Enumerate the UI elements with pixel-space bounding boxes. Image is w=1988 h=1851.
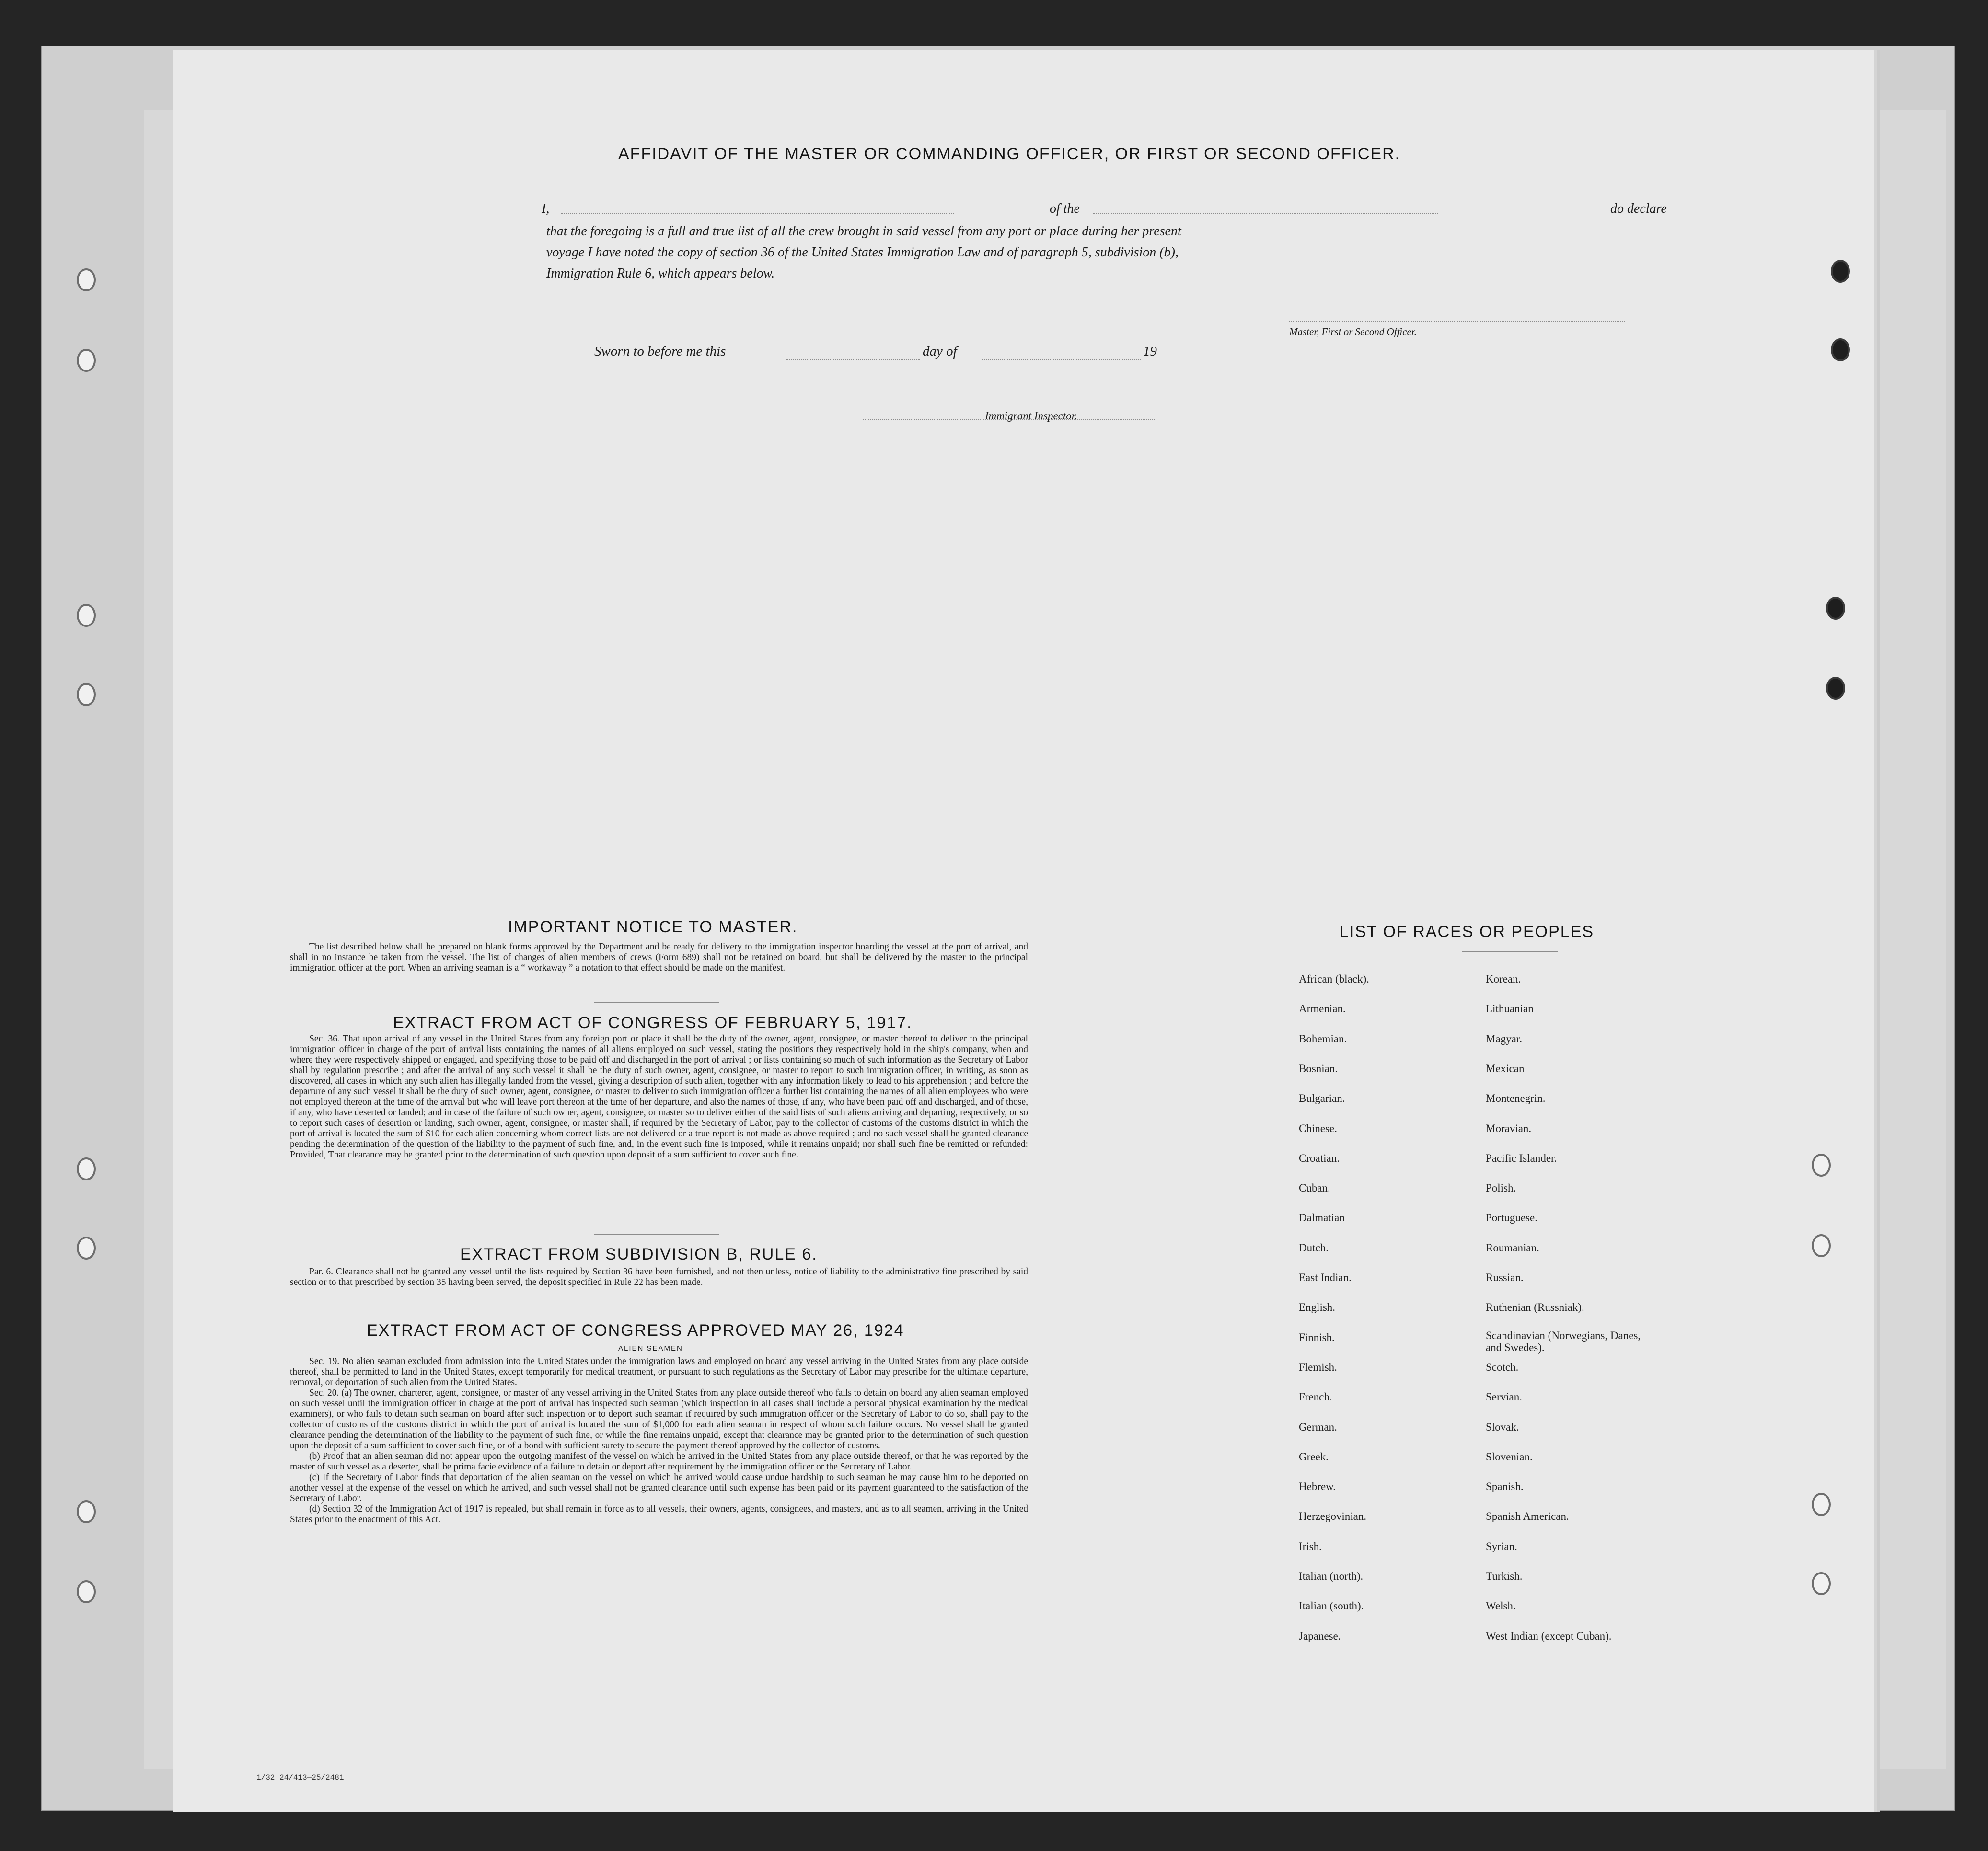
race-label: Montenegrin. xyxy=(1486,1092,1546,1105)
race-label: Scandinavian (Norwegians, Danes, and Swedes). xyxy=(1486,1329,1641,1354)
race-label: Bohemian. xyxy=(1299,1032,1347,1045)
race-label: Croatian. xyxy=(1299,1152,1340,1164)
race-label: Italian (north). xyxy=(1299,1570,1364,1582)
race-label: Hebrew. xyxy=(1299,1481,1336,1493)
binder-hole xyxy=(77,1580,96,1603)
race-item xyxy=(1486,1212,1537,1224)
section-divider xyxy=(594,1002,719,1003)
race-item xyxy=(1299,1003,1346,1015)
race-label: Flemish. xyxy=(1299,1361,1337,1373)
extract-rule6-body xyxy=(290,1267,1028,1288)
race-label: English. xyxy=(1299,1301,1336,1314)
race-label: Mexican xyxy=(1486,1062,1525,1075)
race-label: Lithuanian xyxy=(1486,1003,1534,1015)
sworn-label: Sworn to before me this xyxy=(594,344,726,359)
sworn-day-blank xyxy=(786,359,920,360)
race-label: Irish. xyxy=(1299,1540,1322,1552)
notice-title: IMPORTANT NOTICE TO MASTER. xyxy=(508,918,798,936)
race-item xyxy=(1299,1600,1364,1612)
race-label: African (black). xyxy=(1299,973,1369,985)
race-item xyxy=(1486,1540,1517,1553)
race-label: Greek. xyxy=(1299,1450,1329,1463)
extract-1917-title: EXTRACT FROM ACT OF CONGRESS OF FEBRUARY 5, 1917. xyxy=(393,1014,913,1032)
race-label: Korean. xyxy=(1486,973,1521,985)
rule-6-paragraph: Par. 6. Clearance shall not be granted any vessel until the lists required by Section 36 have been furnished, and not then unless, notice of liability to the administrative fine prescribed by said section or to that prescribed by section 35 having been served, the deposit specified in Rule 22 has been made. xyxy=(290,1267,1028,1287)
extract-rule6-title: EXTRACT FROM SUBDIVISION B, RULE 6. xyxy=(460,1245,818,1263)
race-label: Armenian. xyxy=(1299,1003,1346,1015)
race-item xyxy=(1299,1361,1337,1374)
race-item xyxy=(1299,1092,1345,1105)
race-label: Polish. xyxy=(1486,1182,1516,1194)
race-label: East Indian. xyxy=(1299,1272,1352,1284)
section-36-paragraph: Sec. 36. That upon arrival of any vessel in the United States from any foreign port or place it shall be the duty of the owner, agent, consignee, or master thereof to deliver to the principal immigration officer in charge of the port of arrival lists containing the names of all aliens employed on such vessel, stating the positions they respectively hold in the ship's company, when and where they were respectively shipped or engaged, and specifying those to be paid off and discharged in the port of arrival ; or lists containing so much of such information as the Secretary of Labor shall by regulation prescribe ; and after the arrival of any such vessel it shall be the duty of such owner, agent, consignee, or master to report to such immigration officer, in writing, as soon as discovered, all cases in which any such alien has illegally landed from the vessel, giving a description of such alien, together with any information likely to lead to his apprehension ; and before the departure of any such vessel it shall be the duty of such owner, agent, consignee, or master to deliver to such immigration officer a further list containing the names of all alien employees who were not employed thereon at the time of the arrival but who will leave port thereon at the time of her departure, and also the names of those, if any, who have been paid off and discharged, and of those, if any, who have deserted or landed; and in case of the failure of such owner, agent, consignee, or master so to deliver either of the said lists of such aliens arriving and departing, respectively, or so to report such cases of desertion or landing, such owner, agent, consignee, or master shall, if required by the Secretary of Labor, pay to the collector of customs of the customs district in which the port of arrival is located the sum of $10 for each alien concerning whom correct lists are not delivered or a true report is not made as above required ; and no such vessel shall be granted clearance pending the determination of the question of the liability to the payment of such fine, and, in the event such fine is imposed, while it remains unpaid; nor shall such fine be remitted or refunded: Provided, That clearance may be granted prior to the determination of such question upon deposit of a sum sufficient to cover such fine. xyxy=(290,1034,1028,1160)
binder-hole xyxy=(77,1500,96,1523)
race-label: Cuban. xyxy=(1299,1182,1330,1194)
race-label: Bosnian. xyxy=(1299,1062,1338,1075)
binder-hole xyxy=(77,1157,96,1180)
race-item xyxy=(1486,1510,1569,1523)
affidavit-line-3: voyage I have noted the copy of section 36 of the United States Immigration Law and of paragraph 5, subdivision (b), xyxy=(546,245,1179,260)
binder-hole xyxy=(1812,1572,1831,1595)
binder-hole xyxy=(1826,597,1845,620)
race-label: Turkish. xyxy=(1486,1570,1523,1582)
binder-hole xyxy=(77,604,96,627)
races-title: LIST OF RACES OR PEOPLES xyxy=(1340,923,1595,941)
binder-hole xyxy=(77,1237,96,1260)
day-of-label: day of xyxy=(923,344,957,359)
binder-hole xyxy=(1812,1234,1831,1257)
extract-1924-subtitle: ALIEN SEAMEN xyxy=(618,1344,683,1353)
extract-1924-title: EXTRACT FROM ACT OF CONGRESS APPROVED MAY 26, 1924 xyxy=(367,1321,904,1340)
binder-hole xyxy=(77,683,96,706)
race-item xyxy=(1486,1600,1516,1612)
race-label: Dalmatian xyxy=(1299,1212,1345,1224)
race-item xyxy=(1299,1630,1341,1643)
race-item xyxy=(1486,1033,1522,1045)
race-item xyxy=(1486,1152,1557,1165)
race-item xyxy=(1486,1451,1533,1463)
race-label: Magyar. xyxy=(1486,1032,1523,1045)
race-label: Chinese. xyxy=(1299,1122,1337,1134)
section-20c-paragraph: (c) If the Secretary of Labor finds that deportation of the alien seaman on the vessel on which he arrived would cause undue hardship to such seaman he may cause him to be deported on another vessel at the expense of the vessel on which he arrived, and such vessel shall not be granted clearance until such expense has been paid or its payment guaranteed to the satisfaction of the Secretary of Labor. xyxy=(290,1472,1028,1504)
race-item xyxy=(1299,1272,1352,1284)
races-title-underline xyxy=(1462,951,1558,952)
extract-1917-body xyxy=(290,1034,1028,1160)
race-label: Moravian. xyxy=(1486,1122,1532,1134)
race-item xyxy=(1299,1242,1329,1254)
race-label: Herzegovinian. xyxy=(1299,1510,1367,1523)
race-label: Japanese. xyxy=(1299,1630,1341,1642)
race-item xyxy=(1299,1451,1329,1463)
race-item xyxy=(1299,1331,1335,1344)
race-item xyxy=(1486,1630,1612,1643)
race-label: Roumanian. xyxy=(1486,1241,1539,1254)
affidavit-title: AFFIDAVIT OF THE MASTER OR COMMANDING OFFICER, OR FIRST OR SECOND OFFICER. xyxy=(618,145,1401,163)
master-signature-label: Master, First or Second Officer. xyxy=(1289,326,1417,337)
race-item xyxy=(1486,1122,1531,1135)
race-item xyxy=(1299,1063,1338,1075)
inspector-label: Immigrant Inspector. xyxy=(985,410,1077,422)
race-item xyxy=(1486,1421,1519,1434)
race-label: Portuguese. xyxy=(1486,1212,1537,1224)
race-item xyxy=(1486,1092,1546,1105)
race-label: German. xyxy=(1299,1421,1337,1433)
race-label: Spanish American. xyxy=(1486,1510,1569,1523)
race-item xyxy=(1486,1361,1518,1374)
binder-hole xyxy=(1831,338,1850,361)
race-item xyxy=(1486,1331,1649,1354)
race-item xyxy=(1486,1570,1523,1583)
race-item xyxy=(1299,1391,1332,1403)
sworn-month-blank xyxy=(982,359,1141,360)
race-item xyxy=(1486,1063,1524,1075)
race-label: Ruthenian (Russniak). xyxy=(1486,1301,1584,1314)
race-item xyxy=(1299,1481,1336,1493)
affidavit-i-label: I, xyxy=(542,201,550,216)
document-page xyxy=(173,50,1874,1812)
section-divider xyxy=(594,1234,719,1235)
race-label: Spanish. xyxy=(1486,1481,1524,1493)
race-item xyxy=(1486,1182,1516,1194)
race-item xyxy=(1299,1033,1347,1045)
race-item xyxy=(1486,1272,1524,1284)
race-label: Dutch. xyxy=(1299,1241,1329,1254)
master-signature-line xyxy=(1289,321,1625,322)
race-label: Syrian. xyxy=(1486,1540,1517,1552)
race-item xyxy=(1486,1242,1539,1254)
race-item xyxy=(1299,1212,1345,1224)
binder-hole xyxy=(77,268,96,291)
race-item xyxy=(1486,1301,1584,1314)
affidavit-line-4: Immigration Rule 6, which appears below. xyxy=(546,266,775,281)
section-19-paragraph: Sec. 19. No alien seaman excluded from admission into the United States under the immigration laws and employed on board any vessel arriving in the United States from any place outside thereof, shall be permitted to land in the United States, except temporarily for medical treatment, or pursuant to such regulations as the Secretary of Labor may prescribe for the ultimate departure, removal, or deportation of such alien from the United States. xyxy=(290,1356,1028,1388)
name-blank xyxy=(561,213,954,214)
race-label: Russian. xyxy=(1486,1272,1524,1284)
notice-body xyxy=(290,942,1028,973)
race-item xyxy=(1299,1122,1337,1135)
race-item xyxy=(1299,1570,1363,1583)
race-item xyxy=(1299,1182,1330,1194)
race-label: French. xyxy=(1299,1391,1332,1403)
notice-paragraph: The list described below shall be prepared on blank forms approved by the Department and be ready for delivery to the immigration inspector boarding the vessel at the port of arrival, and shall in no instance be taken from the vessel. The list of changes of alien members of crews (Form 689) shall not be retained on board, but shall be delivered by the master to the principal immigration officer at the port. When an arriving seaman is a “ workaway ” a notation to that effect should be made on the manifest. xyxy=(290,942,1028,973)
race-label: Finnish. xyxy=(1299,1331,1335,1343)
vessel-blank xyxy=(1093,213,1438,214)
race-label: Servian. xyxy=(1486,1391,1523,1403)
binder-hole xyxy=(1826,677,1845,700)
affidavit-line-2: that the foregoing is a full and true list of all the crew brought in said vessel from any port or place during her present xyxy=(546,224,1181,239)
affidavit-of-the-label: of the xyxy=(1050,201,1080,216)
race-label: Welsh. xyxy=(1486,1600,1516,1612)
race-item xyxy=(1486,1391,1522,1403)
section-20b-paragraph: (b) Proof that an alien seaman did not appear upon the outgoing manifest of the vessel on which he arrived in the United States from any place outside thereof, or that he was reported by the master of such vessel as a deserter, shall be prima facie evidence of a failure to detain or deport after requirement by the immigration officer or the Secretary of Labor. xyxy=(290,1451,1028,1472)
section-20a-paragraph: Sec. 20. (a) The owner, charterer, agent, consignee, or master of any vessel arriving in the United States from any place outside thereof who fails to detain on board any alien seaman employed on such vessel until the immigration officer in charge at the port of arrival has inspected such seaman (which inspection in all cases shall include a personal physical examination by the medical examiners), or who fails to detain such seaman on board after such inspection or to deport such seaman if required by such immigration officer or the Secretary of Labor to do so, shall pay to the collector of customs of the customs district in which the port of arrival is located the sum of $1,000 for each alien seaman in respect of whom such failure occurs. No vessel shall be granted clearance pending the determination of the liability to the payment of such fine, or while the fine remains unpaid, except that clearance may be granted prior to the determination of such question upon the deposit of a sum sufficient to cover such fine, or of a bond with sufficient surety to secure the payment thereof approved by the collector of customs. xyxy=(290,1388,1028,1451)
extract-1924-body xyxy=(290,1356,1028,1525)
binder-hole xyxy=(77,349,96,372)
binder-hole xyxy=(1812,1493,1831,1516)
race-label: Scotch. xyxy=(1486,1361,1519,1373)
race-item xyxy=(1486,1003,1534,1015)
affidavit-declare-label: do declare xyxy=(1610,201,1667,216)
race-item xyxy=(1486,1481,1524,1493)
race-label: West Indian (except Cuban). xyxy=(1486,1630,1612,1642)
binder-hole xyxy=(1831,260,1850,283)
race-item xyxy=(1486,973,1521,985)
race-label: Bulgarian. xyxy=(1299,1092,1345,1105)
race-item xyxy=(1299,1540,1322,1553)
race-item xyxy=(1299,973,1369,985)
race-item xyxy=(1299,1301,1335,1314)
race-item xyxy=(1299,1152,1340,1165)
race-item xyxy=(1299,1421,1337,1434)
race-label: Italian (south). xyxy=(1299,1600,1364,1612)
year-label: 19 xyxy=(1143,344,1157,359)
print-code: 1/32 24/413—25/2481 xyxy=(256,1773,344,1782)
race-label: Slovak. xyxy=(1486,1421,1519,1433)
section-20d-paragraph: (d) Section 32 of the Immigration Act of 1917 is repealed, but shall remain in force as to all vessels, their owners, agents, consignees, and masters, and as to all seamen, arriving in the United States prior to the enactment of this Act. xyxy=(290,1504,1028,1525)
race-label: Slovenian. xyxy=(1486,1450,1533,1463)
race-label: Pacific Islander. xyxy=(1486,1152,1557,1164)
binder-hole xyxy=(1812,1154,1831,1177)
race-item xyxy=(1299,1510,1366,1523)
